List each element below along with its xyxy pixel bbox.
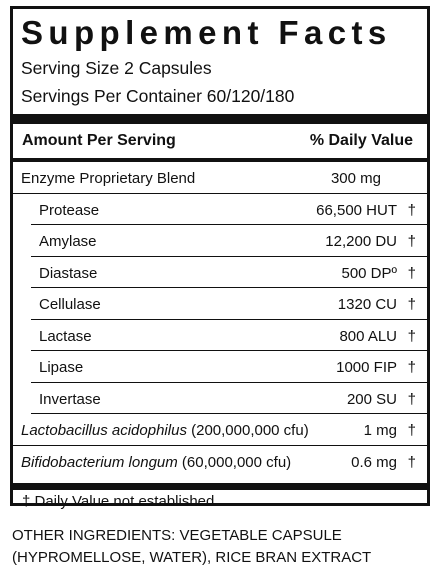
daily-value-dagger: † [407, 359, 416, 376]
daily-value-dagger: † [407, 233, 416, 250]
daily-value-dagger: † [407, 296, 416, 313]
daily-value-dagger: † [407, 422, 416, 439]
servings-per-container: Servings Per Container 60/120/180 [21, 86, 295, 106]
supplement-facts-panel [10, 6, 430, 510]
table-row [13, 162, 427, 194]
nutrient-amount: 0.6 mg [351, 453, 397, 471]
bottom-thick-divider [13, 483, 427, 490]
table-row [31, 320, 427, 352]
nutrient-name: Protease [39, 201, 100, 219]
table-row [31, 351, 427, 383]
amount-per-serving-header: Amount Per Serving [22, 132, 176, 149]
daily-value-footnote: † Daily Value not established [22, 493, 215, 510]
table-row [31, 288, 427, 320]
daily-value-header: % Daily Value [309, 132, 413, 149]
table-row [31, 257, 427, 289]
table-row [13, 414, 427, 446]
thick-divider [13, 114, 427, 124]
table-row [31, 383, 427, 415]
nutrient-rows [13, 162, 427, 477]
nutrient-amount: 1320 CU [337, 296, 397, 313]
other-ingredients: OTHER INGREDIENTS: VEGETABLE CAPSULE (HYPROMELLOSE, WATER), RICE BRAN EXTRACT [12, 527, 372, 566]
panel-title: Supplement Facts [21, 14, 392, 51]
nutrient-amount: 1000 FIP [336, 359, 397, 376]
species-name: Bifidobacterium longum [21, 453, 178, 471]
nutrient-name: Lipase [39, 359, 84, 376]
nutrient-amount: 200 SU [346, 390, 397, 408]
table-row [13, 446, 427, 478]
nutrient-name: Amylase [39, 233, 97, 250]
daily-value-dagger: † [407, 201, 416, 219]
table-row [31, 225, 427, 257]
table-row [31, 194, 427, 226]
cfu-count: (60,000,000 cfu) [177, 453, 292, 471]
cfu-count: (200,000,000 cfu) [186, 422, 309, 439]
column-header [13, 124, 427, 158]
daily-value-dagger: † [407, 327, 416, 345]
species-name: Lactobacillus acidophilus [21, 422, 187, 439]
nutrient-name [21, 422, 309, 439]
serving-size: Serving Size 2 Capsules [21, 58, 212, 78]
nutrient-name [21, 454, 291, 471]
nutrient-amount: 800 ALU [339, 327, 397, 345]
nutrient-name: Invertase [39, 390, 101, 408]
nutrient-amount: 66,500 HUT [316, 201, 397, 219]
nutrient-amount: 500 DPº [341, 264, 397, 282]
nutrient-amount: 1 mg [363, 422, 397, 439]
nutrient-name: Enzyme Proprietary Blend [21, 170, 196, 187]
nutrient-amount: 300 mg [330, 170, 381, 187]
daily-value-dagger: † [407, 264, 416, 282]
nutrient-name: Cellulase [39, 296, 101, 313]
daily-value-dagger: † [407, 390, 416, 408]
nutrient-name: Lactase [39, 327, 92, 345]
nutrient-name: Diastase [39, 264, 98, 282]
daily-value-dagger: † [407, 453, 416, 471]
nutrient-amount: 12,200 DU [325, 233, 397, 250]
